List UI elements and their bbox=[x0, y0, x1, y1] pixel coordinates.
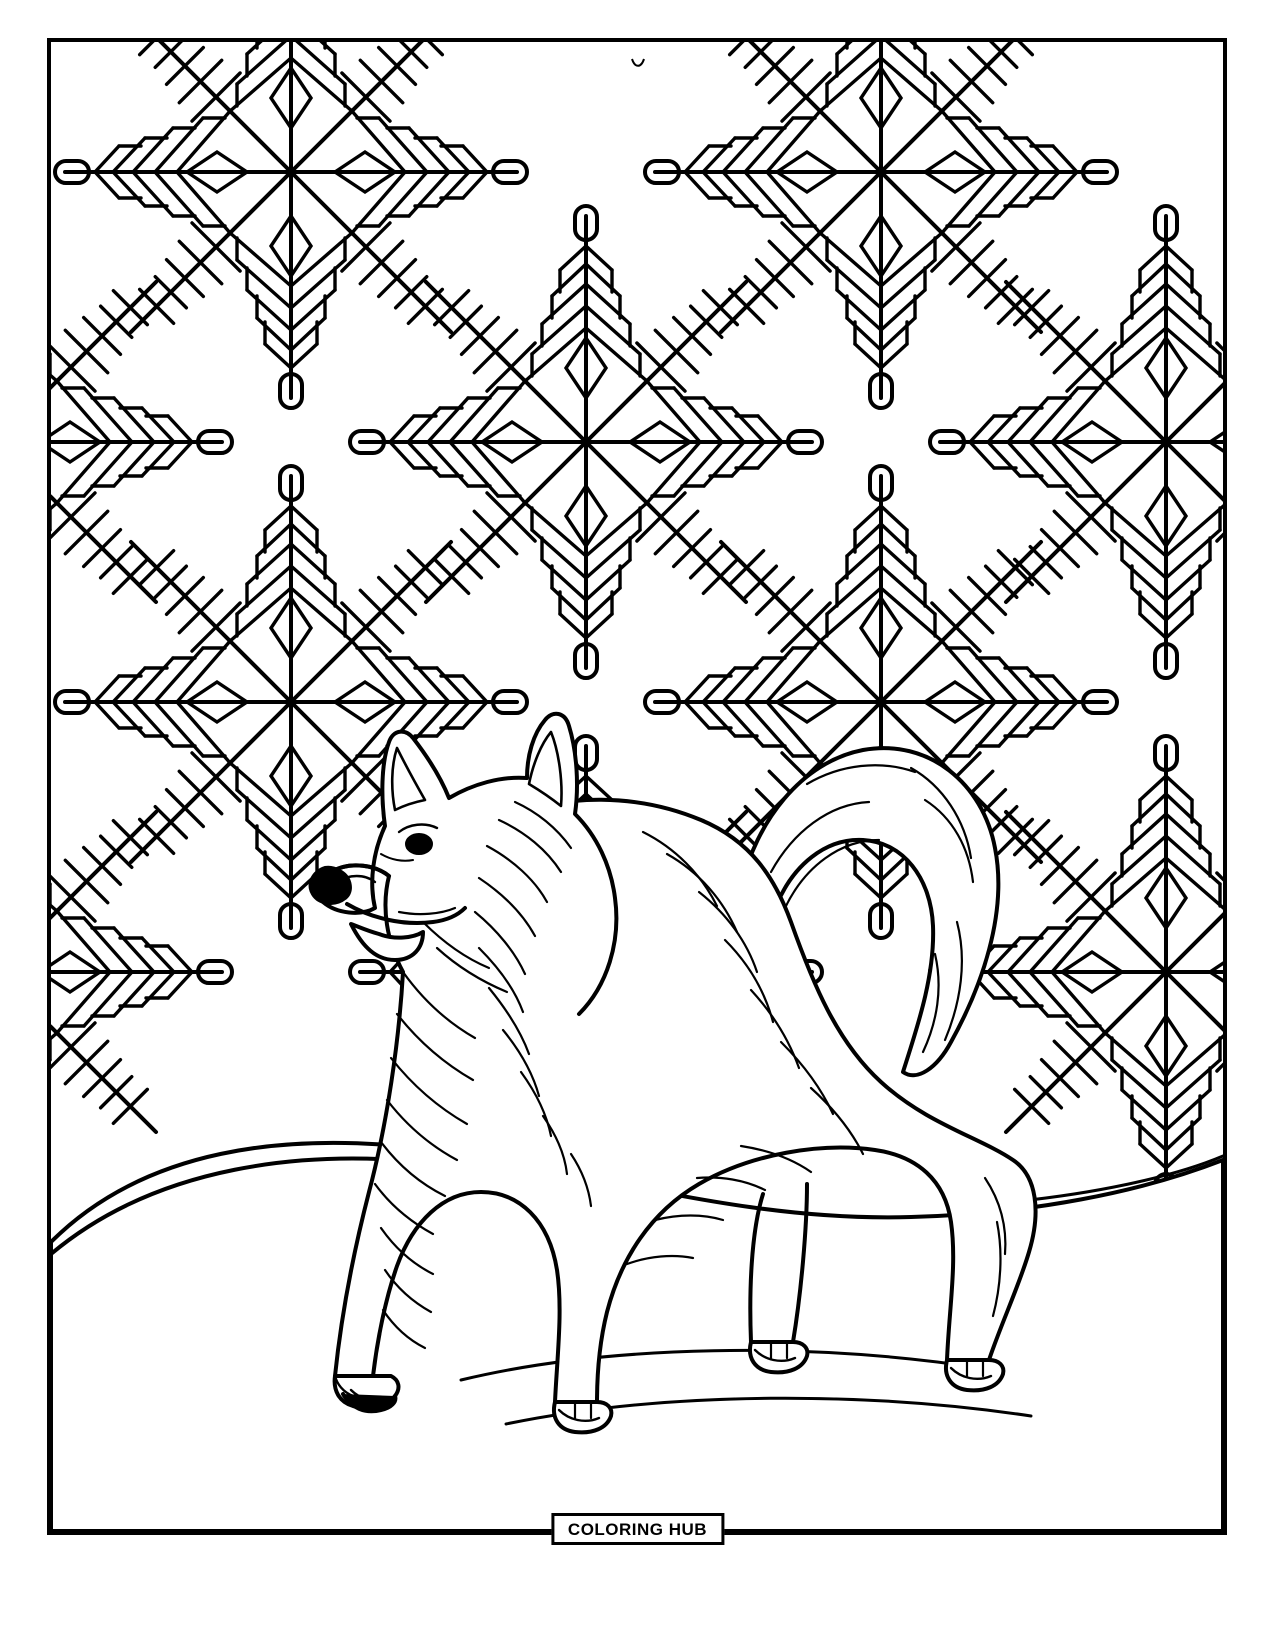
frame-notch-icon bbox=[631, 58, 645, 70]
artwork-canvas bbox=[51, 42, 1223, 1531]
branding-label: COLORING HUB bbox=[567, 1520, 708, 1539]
branding-badge bbox=[551, 1513, 724, 1545]
line-art-illustration bbox=[51, 42, 1223, 1531]
